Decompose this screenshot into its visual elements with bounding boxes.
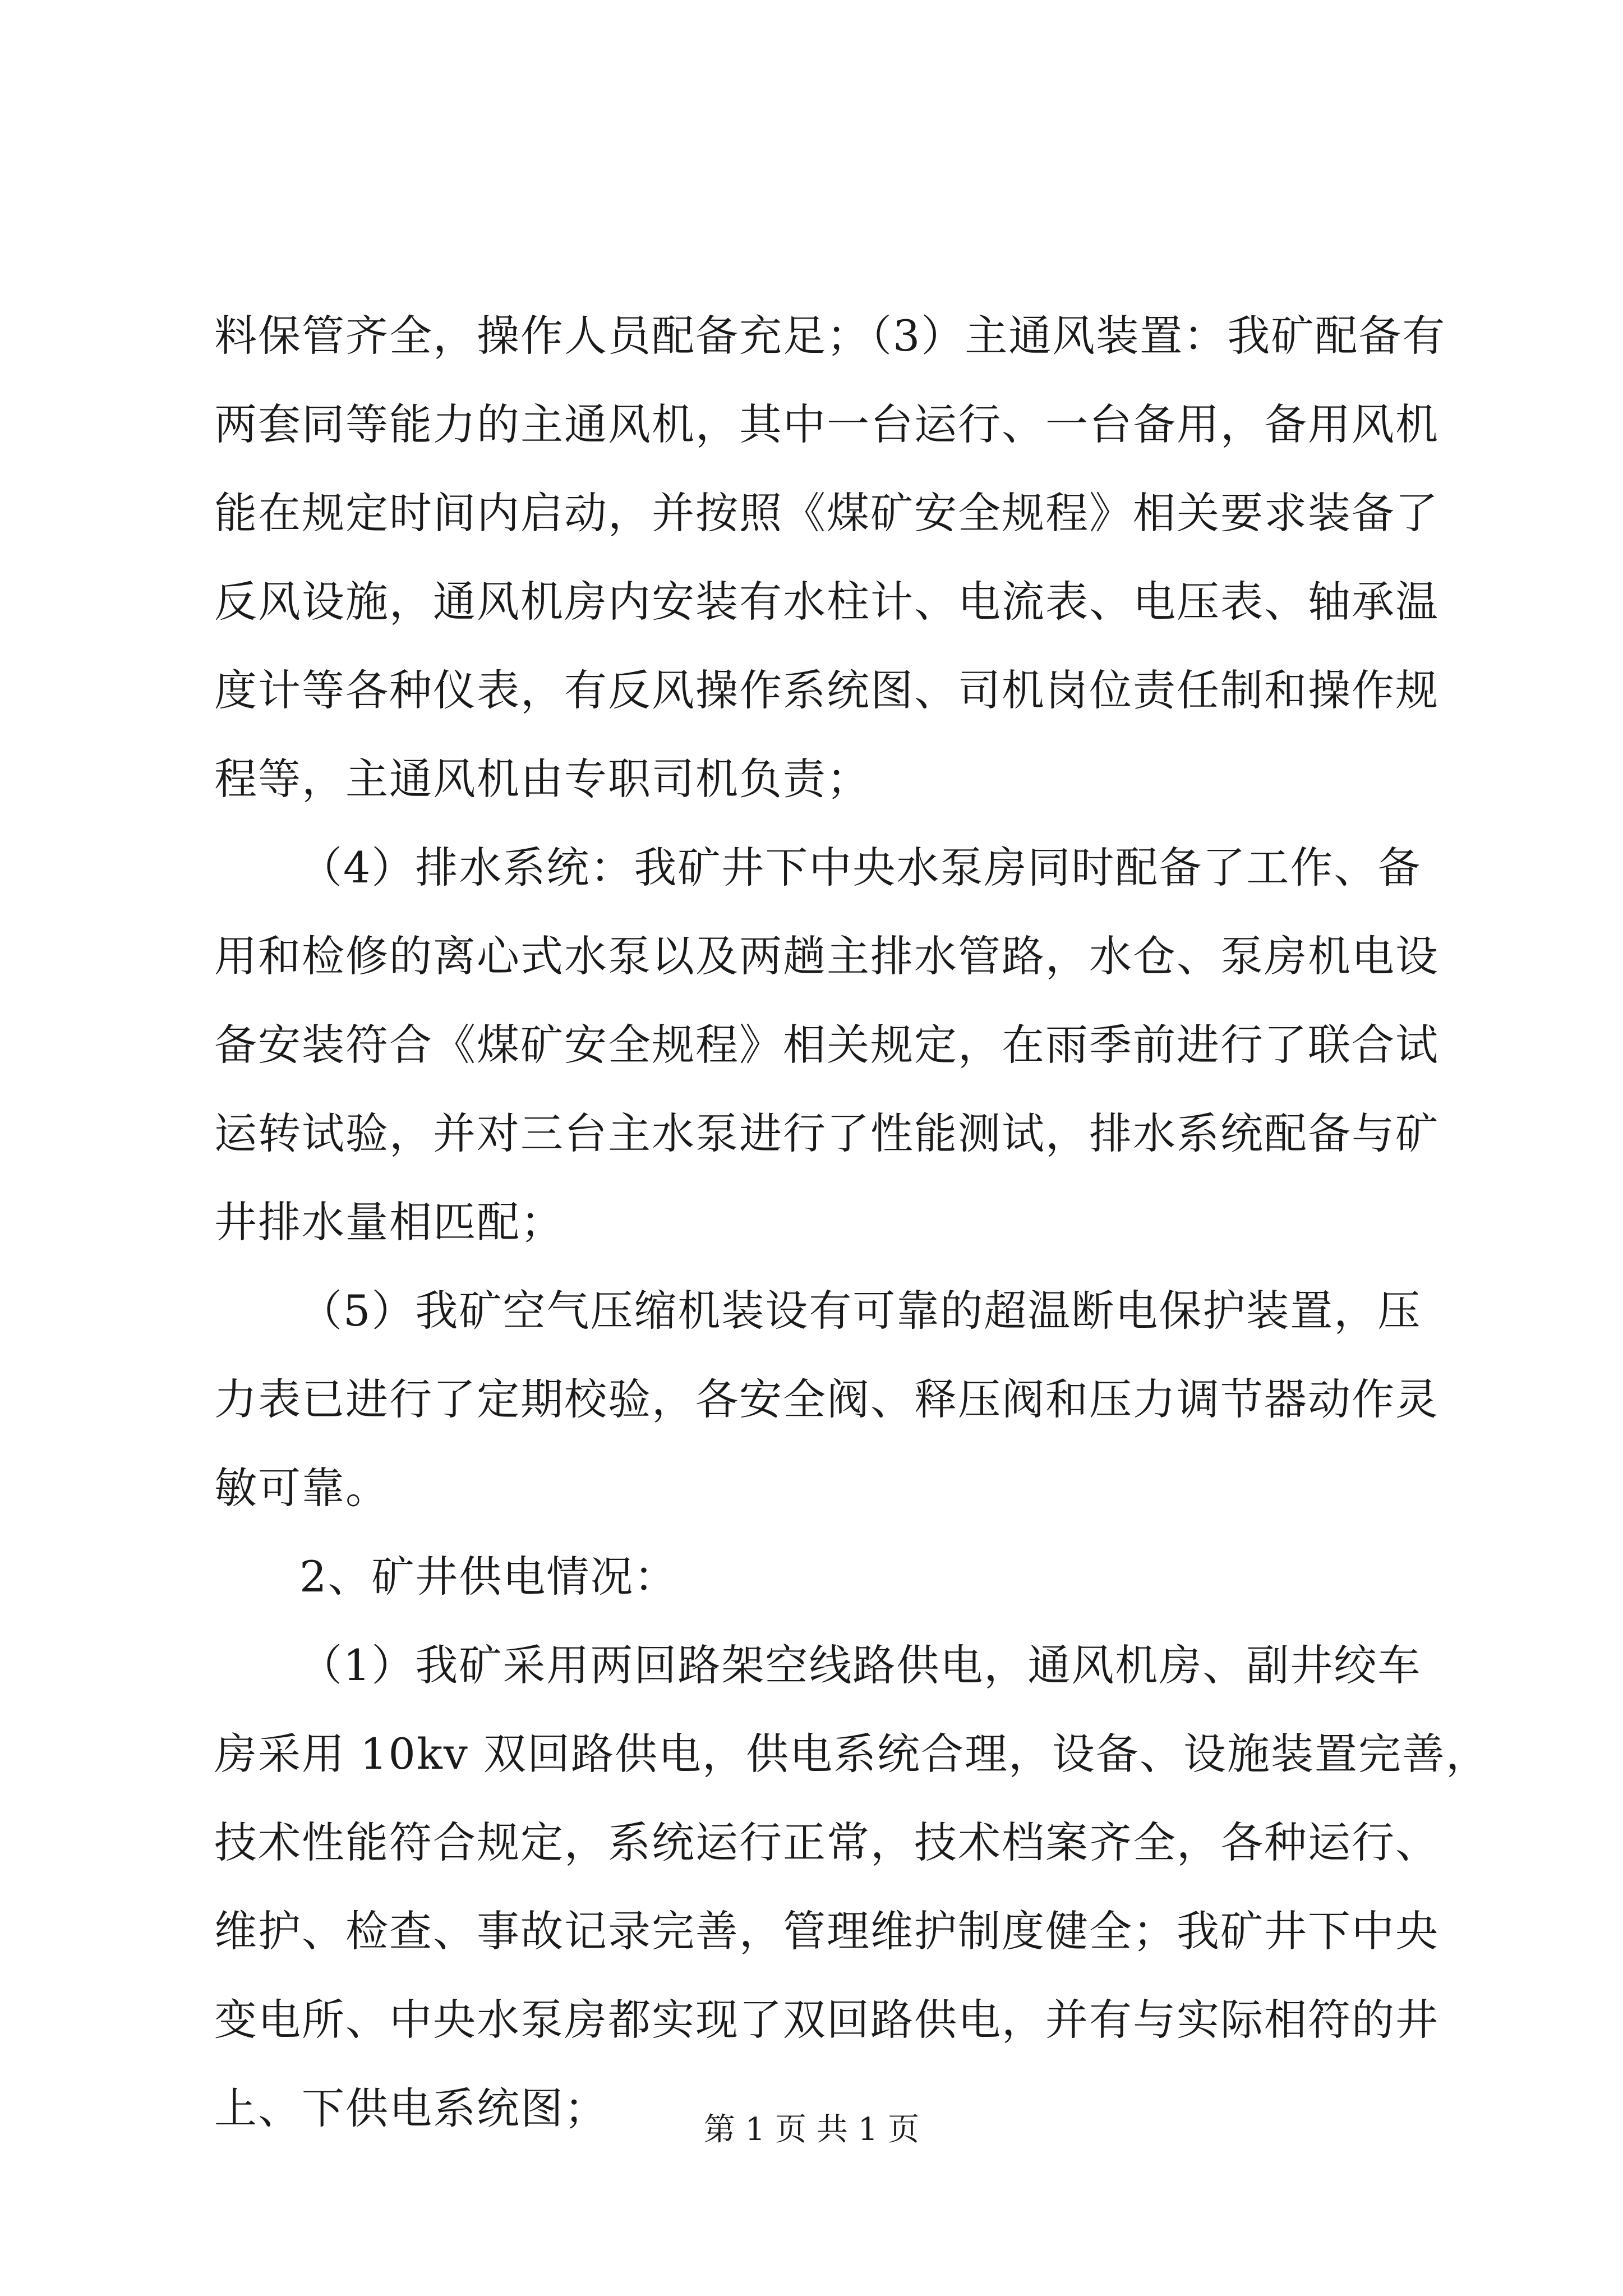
body-line-14: 敏可靠。 (214, 1463, 389, 1513)
body-line-8: 用和检修的离心式水泵以及两趟主排水管路，水仓、泵房机电设 (214, 931, 1439, 981)
page-number-footer: 第 1 页 共 1 页 (703, 2111, 920, 2148)
section-heading: 2、矿井供电情况： (299, 1552, 678, 1602)
body-line-4: 反风设施，通风机房内安装有水柱计、电流表、电压表、轴承温 (214, 577, 1439, 627)
body-line-5: 度计等各种仪表，有反风操作系统图、司机岗位责任制和操作规 (214, 665, 1439, 715)
body-line-18: 技术性能符合规定，系统运行正常，技术档案齐全，各种运行、 (214, 1818, 1439, 1867)
body-line-20: 变电所、中央水泵房都实现了双回路供电，并有与实际相符的井 (214, 1995, 1439, 2045)
body-line-21: 上、下供电系统图； (214, 2083, 608, 2133)
body-line-10: 运转试验，并对三台主水泵进行了性能测试，排水系统配备与矿 (214, 1108, 1439, 1158)
body-line-16: （1）我矿采用两回路架空线路供电，通风机房、副井绞车 (299, 1640, 1422, 1690)
body-line-11: 井排水量相匹配； (214, 1197, 564, 1247)
body-line-3: 能在规定时间内启动，并按照《煤矿安全规程》相关要求装备了 (214, 488, 1439, 538)
body-line-1: 料保管齐全，操作人员配备充足；（3）主通风装置：我矿配备有 (214, 311, 1446, 361)
body-line-13: 力表已进行了定期校验，各安全阀、释压阀和压力调节器动作灵 (214, 1374, 1439, 1424)
body-line-6: 程等，主通风机由专职司机负责； (214, 754, 870, 804)
document-body (214, 292, 1490, 2153)
body-line-17: 房采用 10kv 双回路供电，供电系统合理，设备、设施装置完善， (214, 1729, 1490, 1779)
body-line-19: 维护、检查、事故记录完善，管理维护制度健全；我矿井下中央 (214, 1906, 1439, 1956)
body-line-12: （5）我矿空气压缩机装设有可靠的超温断电保护装置，压 (299, 1286, 1422, 1336)
body-line-7: （4）排水系统：我矿井下中央水泵房同时配备了工作、备 (299, 843, 1422, 892)
body-line-2: 两套同等能力的主通风机，其中一台运行、一台备用，备用风机 (214, 399, 1439, 449)
body-line-9: 备安装符合《煤矿安全规程》相关规定，在雨季前进行了联合试 (214, 1020, 1439, 1070)
